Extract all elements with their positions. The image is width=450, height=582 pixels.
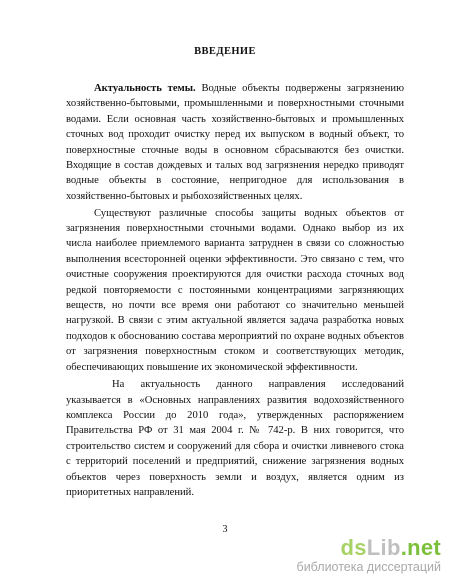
dslib-watermark (297, 537, 441, 574)
dslib-subtitle: библиотека диссертаций (296, 560, 441, 574)
body-text (66, 81, 404, 502)
paragraph-1-text: Водные объекты подвержены загрязнению хозяйственно-бытовыми, промышленными и поверхностными сточными водами. Если основная часть хозяйственно-бытовых и промышленных сточных вод проходит очистку перед их выпуском в водный объект, то поверхностные сточные воды в основном сбрасываются без очистки. Входящие в состав дождевых и талых вод загрязнения нередко приводят водные объекты в состояние, непригодное для использования в хозяйственно-бытовых и рыбохозяйственных целях. (66, 83, 404, 202)
paragraph-1 (66, 81, 404, 204)
paragraph-2: Существуют различные способы защиты водных объектов от загрязнения поверхностными сточными водами. Однако выбор из их числа наиболее приемлемого варианта затруднен в связи со сложностью выполнения всесторонней оценки эффективности. Это связано с тем, что очистные сооружения проектируются для очистки расхода сточных вод редкой повторяемости с постоянными концентрациями загрязняющих веществ, но почти все время они работают со значительно меньшей нагрузкой. В связи с этим актуальной является задача разработка новых подходов к обоснованию состава мероприятий по охране водных объектов от загрязнения поверхностным стоком и соответствующих методик, обеспечивающих повышение их экономической эффективности. (66, 207, 404, 373)
paragraph-3: На актуальность данного направления исследований указывается в «Основных направлениях развития водохозяйственного комплекса России до 2010 года», утвержденных распоряжением Правительства РФ от 31 мая 2004 г. № 742-р. В них говорится, что строительство систем и сооружений для сбора и очистки ливневого стока с территорий поселений и предприятий, снижение загрязнения водных объектов через поверхность земли и воздух, является одним из приоритетных направлений. (66, 379, 404, 498)
dslib-logo: dsLib.net (340, 535, 441, 560)
paragraph-1-lead: Актуальность темы. (94, 83, 196, 94)
section-heading: ВВЕДЕНИЕ (194, 46, 256, 57)
page-number: 3 (222, 524, 228, 535)
